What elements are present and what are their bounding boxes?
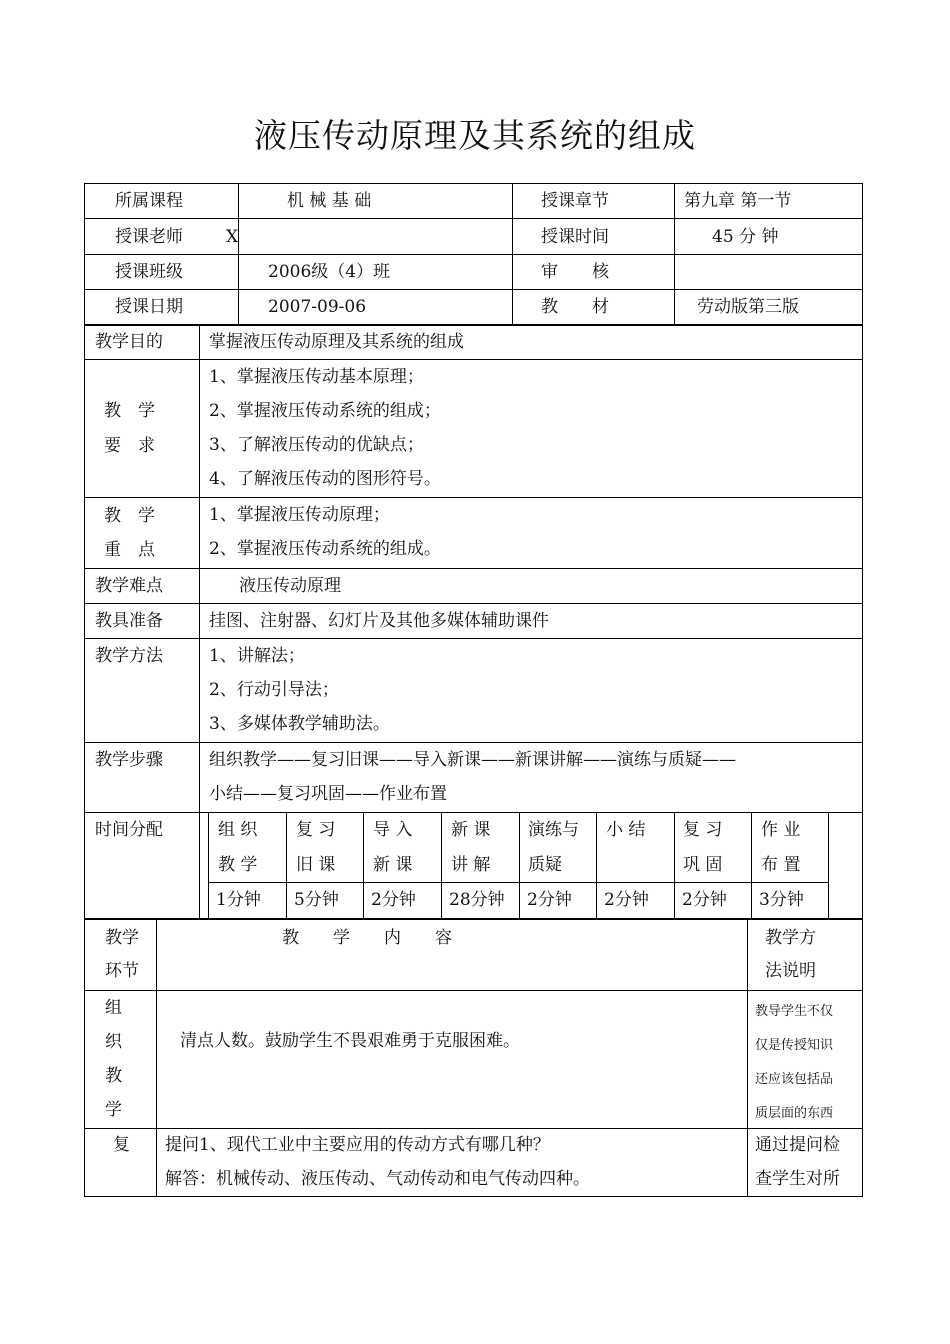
requirements-list — [209, 360, 441, 496]
time-col-3-name-2: 新 课 — [373, 855, 413, 875]
list-item: 1、掌握液压传动基本原理； — [209, 367, 424, 387]
time-col-5-name-2: 质疑 — [528, 855, 562, 875]
list-item: 2、行动引导法； — [209, 680, 339, 700]
time-col-3-name-1: 导 入 — [373, 820, 413, 840]
list-item: 3、了解液压传动的优缺点； — [209, 435, 424, 455]
list-item: 4、了解液压传动的图形符号。 — [209, 469, 441, 489]
methods-list — [209, 639, 390, 741]
time-col-1-name-2: 教 学 — [218, 855, 258, 875]
chapter-value: 第九章 第一节 — [684, 191, 792, 211]
time-col-2-name-1: 复 习 — [296, 820, 336, 840]
time-col-2-name-2: 旧 课 — [296, 855, 336, 875]
review-label: 审 核 — [541, 262, 609, 282]
review-note-1: 通过提问检 — [755, 1135, 840, 1155]
date-value: 2007-09-06 — [268, 297, 367, 317]
time-allocation-label: 时间分配 — [95, 820, 163, 840]
section-header-1: 教学 — [105, 928, 139, 948]
organize-note-3: 还应该包括品 — [755, 1072, 834, 1087]
time-col-3-minutes: 2分钟 — [371, 890, 416, 910]
time-col-4-name-2: 讲 解 — [451, 855, 491, 875]
time-col-4-minutes: 28分钟 — [449, 890, 505, 910]
key-points-label-2: 重 点 — [104, 540, 155, 560]
time-col-8-name-1: 作 业 — [761, 820, 801, 840]
teacher-label: 授课老师 — [115, 227, 183, 247]
time-col-7-name-1: 复 习 — [683, 820, 723, 840]
course-value: 机 械 基 础 — [287, 191, 372, 211]
review-answer: 解答：机械传动、液压传动、气动传动和电气传动四种。 — [165, 1169, 590, 1189]
key-points-list — [209, 498, 441, 566]
organize-section-3: 教 — [105, 1066, 122, 1086]
list-item: 1、掌握液压传动原理； — [209, 505, 390, 525]
time-col-7-name-2: 巩 固 — [683, 855, 723, 875]
time-col-6-minutes: 2分钟 — [604, 890, 649, 910]
page-title: 液压传动原理及其系统的组成 — [254, 116, 696, 155]
method-header-2: 法说明 — [765, 961, 816, 981]
list-item: 3、多媒体教学辅助法。 — [209, 714, 390, 734]
organize-section-4: 学 — [105, 1100, 122, 1120]
class-value: 2006级（4）班 — [268, 262, 391, 282]
time-col-4-name-1: 新 课 — [451, 820, 491, 840]
teacher-value: X — [226, 227, 239, 247]
list-item: 1、讲解法； — [209, 646, 305, 666]
organize-note-2: 仅是传授知识 — [755, 1038, 834, 1053]
time-label: 授课时间 — [541, 227, 609, 247]
steps-label: 教学步骤 — [95, 750, 163, 770]
time-col-8-minutes: 3分钟 — [759, 890, 804, 910]
organize-section-2: 织 — [105, 1032, 122, 1052]
chapter-label: 授课章节 — [541, 191, 609, 211]
organize-content: 清点人数。鼓励学生不畏艰难勇于克服困难。 — [180, 1031, 520, 1051]
time-value: 45 分 钟 — [712, 227, 779, 247]
goal-value: 掌握液压传动原理及其系统的组成 — [209, 332, 464, 352]
time-col-2-minutes: 5分钟 — [294, 890, 339, 910]
section-header-2: 环节 — [105, 961, 139, 981]
goal-label: 教学目的 — [95, 332, 163, 352]
requirements-label-2: 要 求 — [104, 436, 155, 456]
class-label: 授课班级 — [115, 262, 183, 282]
method-header-1: 教学方 — [765, 928, 816, 948]
course-label: 所属课程 — [115, 191, 183, 211]
tools-value: 挂图、注射器、幻灯片及其他多媒体辅助课件 — [209, 611, 549, 631]
steps-line-1: 组织教学——复习旧课——导入新课——新课讲解——演练与质疑—— — [209, 750, 736, 770]
review-section: 复 — [113, 1135, 130, 1155]
list-item: 2、掌握液压传动系统的组成； — [209, 401, 441, 421]
time-col-7-minutes: 2分钟 — [682, 890, 727, 910]
textbook-label: 教 材 — [541, 297, 609, 317]
list-item: 2、掌握液压传动系统的组成。 — [209, 539, 441, 559]
tools-label: 教具准备 — [95, 611, 163, 631]
organize-section-1: 组 — [105, 998, 122, 1018]
key-points-label-1: 教 学 — [104, 506, 155, 526]
steps-line-2: 小结——复习巩固——作业布置 — [209, 784, 447, 804]
difficulty-label: 教学难点 — [95, 576, 163, 596]
time-col-5-minutes: 2分钟 — [527, 890, 572, 910]
textbook-value: 劳动版第三版 — [697, 297, 799, 317]
requirements-label-1: 教 学 — [104, 401, 155, 421]
time-col-5-name-1: 演练与 — [528, 820, 579, 840]
methods-label: 教学方法 — [95, 646, 163, 666]
organize-note-1: 教导学生不仅 — [755, 1004, 834, 1019]
review-question: 提问1、现代工业中主要应用的传动方式有哪几种？ — [165, 1135, 550, 1155]
time-col-1-minutes: 1分钟 — [216, 890, 261, 910]
difficulty-value: 液压传动原理 — [239, 576, 341, 596]
time-col-8-name-2: 布 置 — [761, 855, 801, 875]
date-label: 授课日期 — [115, 297, 183, 317]
review-note-2: 查学生对所 — [755, 1169, 840, 1189]
content-header: 教 学 内 容 — [282, 928, 452, 948]
organize-note-4: 质层面的东西 — [755, 1106, 834, 1121]
time-col-6-name-1: 小 结 — [606, 820, 646, 840]
time-col-1-name-1: 组 织 — [218, 820, 258, 840]
